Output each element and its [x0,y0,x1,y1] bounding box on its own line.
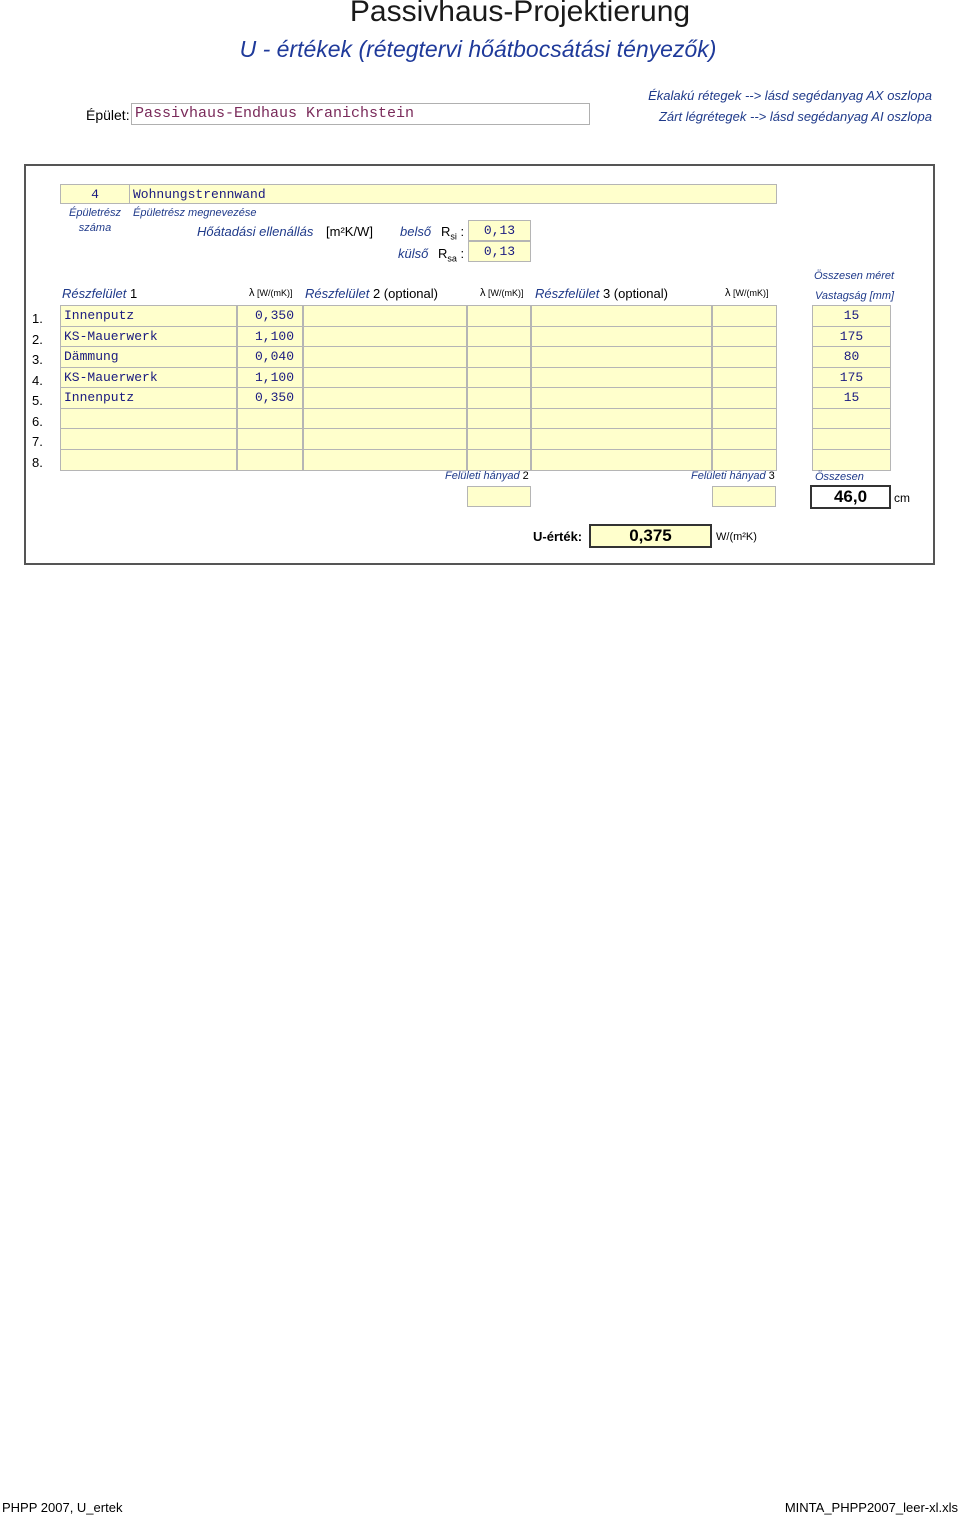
area3-header-num: 3 (optional) [602,286,668,301]
footer-left: PHPP 2007, U_ertek [2,1500,123,1515]
thickness-field[interactable]: 80 [812,346,891,368]
material-field[interactable]: KS-Mauerwerk [60,326,237,348]
lambda3-symbol: λ [725,287,731,299]
area3-header-label: Részfelület [535,286,600,301]
lambda1-field[interactable] [237,449,303,471]
rsi-symbol-letter: R [441,224,451,239]
lambda1-field[interactable] [237,408,303,430]
area2-header-num: 2 (optional) [372,286,438,301]
lambda1-field[interactable]: 0,350 [237,305,303,327]
total-thickness-label: Összesen [815,471,864,483]
lambda1-field[interactable]: 0,040 [237,346,303,368]
lambda2-field[interactable] [467,449,531,471]
lambda2-field[interactable] [467,305,531,327]
lambda3-field[interactable] [712,449,777,471]
fraction2-label-text: Felületi hányad [445,470,520,482]
material-field[interactable]: Innenputz [60,305,237,327]
lambda3-field[interactable] [712,387,777,409]
lambda1-field[interactable]: 0,350 [237,387,303,409]
lambda2-unit: [W/(mK)] [488,288,524,298]
lambda2-symbol: λ [480,287,486,299]
rsi-value-field[interactable]: 0,13 [468,220,531,241]
lambda3-field[interactable] [712,346,777,368]
area3-material-field[interactable] [531,367,712,389]
material-field[interactable]: Innenputz [60,387,237,409]
rsa-colon: : [460,246,465,261]
layer-number: 5. [32,393,43,408]
area3-material-field[interactable] [531,387,712,409]
lambda3-field[interactable] [712,305,777,327]
layer-number: 8. [32,455,43,470]
area2-material-field[interactable] [303,305,467,327]
lambda1-symbol: λ [249,287,255,299]
element-name-field[interactable]: Wohnungstrennwand [129,184,777,204]
area2-header [305,285,438,302]
area3-material-field[interactable] [531,428,712,450]
fraction3-label-text: Felületi hányad [691,470,766,482]
fraction3-field[interactable] [712,486,776,507]
page-subtitle: U - értékek (rétegtervi hőátbocsátási tényezők) [239,36,717,62]
lambda2-field[interactable] [467,428,531,450]
thickness-field[interactable]: 15 [812,387,891,409]
material-field[interactable]: Dämmung [60,346,237,368]
material-field[interactable] [60,449,237,471]
thickness-field[interactable]: 15 [812,305,891,327]
lambda2-field[interactable] [467,367,531,389]
area1-header [62,285,137,302]
page-title: Passivhaus-Projektierung [349,0,691,28]
rsa-subscript: sa [447,253,457,264]
element-number-label-line2: száma [78,222,112,234]
layer-number: 1. [32,311,43,326]
fraction3-label [691,469,775,483]
area3-material-field[interactable] [531,326,712,348]
layer-number: 6. [32,414,43,429]
layer-number: 7. [32,434,43,449]
total-thickness-unit: cm [894,491,910,505]
area2-header-label: Részfelület [305,286,370,301]
thickness-header: Vastagság [mm] [815,290,895,302]
material-field[interactable] [60,428,237,450]
thickness-field[interactable] [812,449,891,471]
resistance-label: Hőátadási ellenállás [197,224,314,239]
lambda2-header [480,287,524,300]
layer-number: 3. [32,352,43,367]
area2-material-field[interactable] [303,449,467,471]
fraction2-field[interactable] [467,486,531,507]
building-label: Épület: [86,107,130,123]
building-name-field[interactable] [131,103,590,125]
layer-number: 4. [32,373,43,388]
building-name: Passivhaus-Endhaus Kranichstein [135,105,415,122]
note-air-layers: Zárt légrétegek --> lásd segédanyag AI oszlopa [658,109,932,124]
element-number-label-line1: Épületrész [69,207,121,219]
thickness-field[interactable]: 175 [812,326,891,348]
rsa-symbol [438,245,464,268]
total-size-header: Összesen méret [814,270,895,282]
lambda1-header [249,287,293,300]
lambda2-field[interactable] [467,387,531,409]
footer-right: MINTA_PHPP2007_leer-xl.xls [784,1500,958,1515]
lambda1-field[interactable]: 1,100 [237,326,303,348]
area2-material-field[interactable] [303,326,467,348]
lambda3-field[interactable] [712,367,777,389]
total-thickness-value: 46,0 [810,485,891,509]
rsi-subscript: si [450,231,457,242]
thickness-field[interactable] [812,428,891,450]
rsa-label: külső [398,246,429,261]
material-field[interactable] [60,408,237,430]
area2-material-field[interactable] [303,367,467,389]
rsi-colon: : [460,224,465,239]
area3-material-field[interactable] [531,449,712,471]
lambda2-field[interactable] [467,408,531,430]
rsi-symbol [441,223,464,246]
fraction2-label [445,469,529,483]
u-value-result: 0,375 [589,524,712,548]
material-field[interactable]: KS-Mauerwerk [60,367,237,389]
thickness-field[interactable] [812,408,891,430]
lambda1-unit: [W/(mK)] [257,288,293,298]
lambda1-field[interactable] [237,428,303,450]
rsa-symbol-letter: R [438,246,448,261]
area3-material-field[interactable] [531,346,712,368]
area2-material-field[interactable] [303,408,467,430]
lambda2-field[interactable] [467,326,531,348]
u-value-label: U-érték: [533,529,583,544]
area2-material-field[interactable] [303,346,467,368]
area2-material-field[interactable] [303,428,467,450]
lambda2-field[interactable] [467,346,531,368]
lambda3-unit: [W/(mK)] [733,288,769,298]
area1-header-num: 1 [129,286,138,301]
layer-number: 2. [32,332,43,347]
area3-header [535,285,668,302]
rsa-value-field[interactable]: 0,13 [468,241,531,262]
area3-material-field[interactable] [531,408,712,430]
lambda3-field[interactable] [712,428,777,450]
thickness-field[interactable]: 175 [812,367,891,389]
lambda1-field[interactable]: 1,100 [237,367,303,389]
element-number-label [60,206,130,236]
u-value-unit: W/(m²K) [716,531,757,543]
fraction3-label-num: 3 [768,470,775,482]
lambda3-header [725,287,769,300]
rsi-label: belső [400,224,432,239]
element-name-label: Épületrész megnevezése [133,207,257,219]
note-wedge-layers: Ékalakú rétegek --> lásd segédanyag AX oszlopa [648,88,932,103]
fraction2-label-num: 2 [522,470,529,482]
element-number-field[interactable]: 4 [60,184,130,204]
area2-material-field[interactable] [303,387,467,409]
lambda3-field[interactable] [712,326,777,348]
resistance-unit: [m²K/W] [326,224,373,239]
lambda3-field[interactable] [712,408,777,430]
area3-material-field[interactable] [531,305,712,327]
area1-header-label: Részfelület [62,286,127,301]
